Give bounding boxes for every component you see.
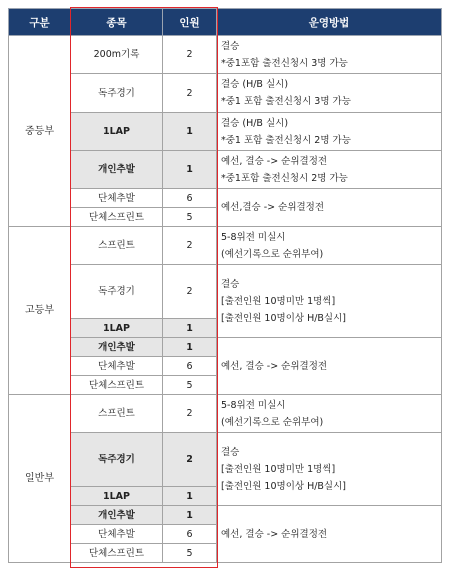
event-cell: 개인추발	[71, 151, 163, 189]
method-line: [출전인원 10명이상 H/B실시]	[221, 480, 346, 492]
event-cell: 단체추발	[71, 357, 163, 376]
method-line: [출전인원 10명미만 1명씩]	[221, 295, 336, 307]
event-cell: 독주경기	[71, 433, 163, 487]
header-division: 구분	[9, 9, 71, 36]
event-cell: 1LAP	[71, 487, 163, 506]
count-cell: 6	[163, 525, 217, 544]
count-cell: 5	[163, 376, 217, 395]
competition-table	[8, 8, 442, 563]
table-row	[9, 36, 442, 74]
method-line: [출전인원 10명미만 1명씩]	[221, 463, 336, 475]
table-row	[9, 506, 442, 525]
table-row	[9, 338, 442, 357]
event-cell: 개인추발	[71, 506, 163, 525]
division-cell: 중등부	[9, 36, 71, 227]
event-cell: 1LAP	[71, 113, 163, 151]
count-cell: 6	[163, 357, 217, 376]
event-cell: 200m기록	[71, 36, 163, 74]
event-cell: 단체추발	[71, 189, 163, 208]
method-line: (예선기록으로 순위부여)	[221, 248, 324, 260]
table-row	[9, 265, 442, 319]
method-cell	[217, 189, 442, 227]
table-wrapper	[8, 8, 442, 563]
method-line: 예선, 결승 -> 순위결정전	[221, 528, 328, 540]
method-line: 결승	[221, 40, 240, 52]
count-cell: 2	[163, 265, 217, 319]
method-cell	[217, 338, 442, 395]
method-line: 예선, 결승 -> 순위결정전	[221, 360, 328, 372]
count-cell: 5	[163, 208, 217, 227]
method-cell	[217, 395, 442, 433]
header-method: 운영방법	[217, 9, 442, 36]
table-row	[9, 433, 442, 487]
division-cell: 일반부	[9, 395, 71, 563]
count-cell: 6	[163, 189, 217, 208]
method-line: 결승	[221, 446, 240, 458]
count-cell: 1	[163, 338, 217, 357]
table-row	[9, 151, 442, 189]
count-cell: 1	[163, 319, 217, 338]
table-row	[9, 189, 442, 208]
event-cell: 1LAP	[71, 319, 163, 338]
event-cell: 단체스프린트	[71, 544, 163, 563]
method-line: 예선, 결승 -> 순위결정전	[221, 155, 328, 167]
count-cell: 1	[163, 151, 217, 189]
method-line: *중1 포함 출전신청시 2명 가능	[221, 134, 351, 146]
method-line: *중1 포함 출전신청시 3명 가능	[221, 96, 351, 107]
count-cell: 2	[163, 227, 217, 265]
header-event: 종목	[71, 9, 163, 36]
method-cell	[217, 433, 442, 506]
count-cell: 1	[163, 487, 217, 506]
event-cell: 단체스프린트	[71, 376, 163, 395]
method-line: *중1포함 출전신청시 3명 가능	[221, 57, 348, 69]
header-row	[9, 9, 442, 36]
method-line: [출전인원 10명이상 H/B실시]	[221, 312, 346, 324]
method-line: *중1포함 출전신청시 2명 가능	[221, 172, 348, 184]
method-line: 결승 (H/B 실시)	[221, 79, 289, 90]
method-cell	[217, 113, 442, 151]
event-cell: 독주경기	[71, 265, 163, 319]
method-cell	[217, 265, 442, 338]
method-line: 5-8위전 미실시	[221, 399, 286, 411]
event-cell: 개인추발	[71, 338, 163, 357]
count-cell: 1	[163, 506, 217, 525]
division-cell: 고등부	[9, 227, 71, 395]
table-row	[9, 395, 442, 433]
event-cell: 단체추발	[71, 525, 163, 544]
method-line: 예선,결승 -> 순위결정전	[221, 202, 325, 213]
event-cell: 독주경기	[71, 74, 163, 113]
count-cell: 2	[163, 433, 217, 487]
method-cell	[217, 151, 442, 189]
header-count: 인원	[163, 9, 217, 36]
method-line: 결승	[221, 278, 240, 290]
method-line: 5-8위전 미실시	[221, 231, 286, 243]
method-cell	[217, 36, 442, 74]
event-cell: 스프린트	[71, 395, 163, 433]
count-cell: 2	[163, 74, 217, 113]
count-cell: 5	[163, 544, 217, 563]
event-cell: 스프린트	[71, 227, 163, 265]
method-cell	[217, 227, 442, 265]
table-row	[9, 113, 442, 151]
method-cell	[217, 506, 442, 563]
table-row	[9, 227, 442, 265]
event-cell: 단체스프린트	[71, 208, 163, 227]
count-cell: 2	[163, 36, 217, 74]
table-row	[9, 74, 442, 113]
method-cell	[217, 74, 442, 113]
count-cell: 1	[163, 113, 217, 151]
count-cell: 2	[163, 395, 217, 433]
method-line: (예선기록으로 순위부여)	[221, 416, 324, 428]
method-line: 결승 (H/B 실시)	[221, 117, 289, 129]
